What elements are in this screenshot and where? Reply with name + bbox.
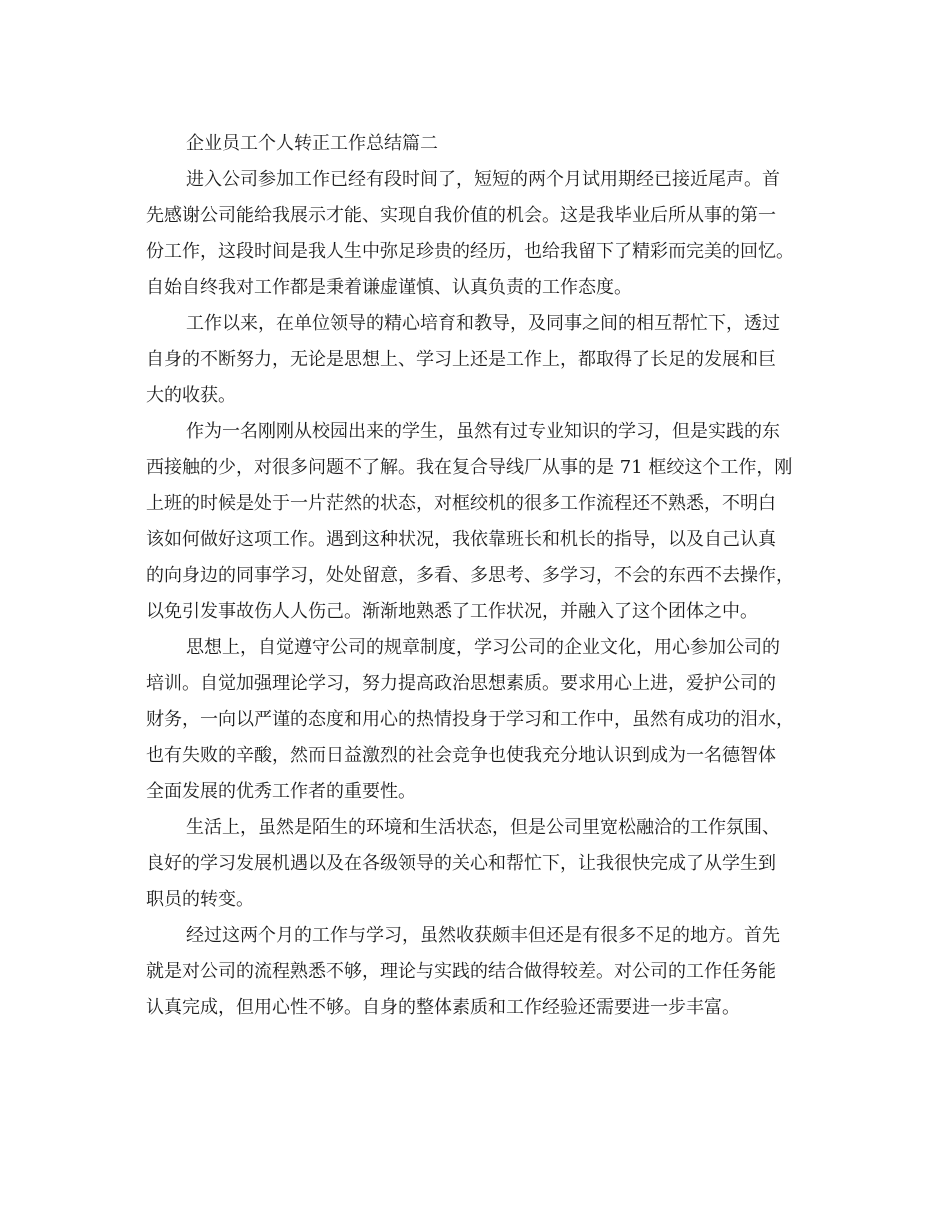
paragraph-line: 就是对公司的流程熟悉不够，理论与实践的结合做得较差。对公司的工作任务能: [146, 961, 776, 982]
paragraph-3: [146, 414, 806, 630]
paragraph-line: 的向身边的同事学习，处处留意，多看、多思考、多学习，不会的东西不去操作，: [146, 565, 794, 586]
paragraph-line: 先感谢公司能给我展示才能、实现自我价值的机会。这是我毕业后所从事的第一: [146, 205, 776, 226]
paragraph-line: 也有失败的辛酸，然而日益激烈的社会竞争也使我充分地认识到成为一名德智体: [146, 745, 776, 766]
paragraph-line: 工作以来，在单位领导的精心培育和教导，及同事之间的相互帮忙下，透过: [186, 313, 780, 334]
paragraph-line: 自始自终我对工作都是秉着谦虚谨慎、认真负责的工作态度。: [146, 277, 632, 298]
paragraph-4: [146, 630, 806, 810]
paragraph-line: 份工作，这段时间是我人生中弥足珍贵的经历，也给我留下了精彩而完美的回忆。: [146, 241, 794, 262]
paragraph-line: 培训。自觉加强理论学习，努力提高政治思想素质。要求用心上进，爱护公司的: [146, 673, 776, 694]
paragraph-line: 进入公司参加工作已经有段时间了，短短的两个月试用期经已接近尾声。首: [186, 169, 780, 190]
paragraph-line: 上班的时候是处于一片茫然的状态，对框绞机的很多工作流程还不熟悉，不明白: [146, 493, 776, 514]
paragraph-line: 该如何做好这项工作。遇到这种状况，我依靠班长和机长的指导，以及自己认真: [146, 529, 776, 550]
paragraph-line: 大的收获。: [146, 385, 236, 406]
document-page: [146, 126, 806, 1026]
paragraph-line: 良好的学习发展机遇以及在各级领导的关心和帮忙下，让我很快完成了从学生到: [146, 853, 776, 874]
paragraph-1: [146, 162, 806, 306]
paragraph-line: 思想上，自觉遵守公司的规章制度，学习公司的企业文化，用心参加公司的: [186, 637, 780, 658]
paragraph-line: 以免引发事故伤人人伤己。渐渐地熟悉了工作状况，并融入了这个团体之中。: [146, 601, 758, 622]
paragraph-line: 财务，一向以严谨的态度和用心的热情投身于学习和工作中，虽然有成功的泪水，: [146, 709, 794, 730]
paragraph-line: 作为一名刚刚从校园出来的学生，虽然有过专业知识的学习，但是实践的东: [186, 421, 780, 442]
paragraph-line: 职员的转变。: [146, 889, 254, 910]
paragraph-line: 自身的不断努力，无论是思想上、学习上还是工作上，都取得了长足的发展和巨: [146, 349, 776, 370]
document-title: 企业员工个人转正工作总结篇二: [186, 133, 438, 154]
paragraph-2: [146, 306, 806, 414]
paragraph-line: 认真完成，但用心性不够。自身的整体素质和工作经验还需要进一步丰富。: [146, 997, 740, 1018]
paragraph-line: 西接触的少，对很多问题不了解。我在复合导线厂从事的是 71 框绞这个工作，刚: [146, 457, 793, 478]
paragraph-5: [146, 810, 806, 918]
paragraph-6: [146, 918, 806, 1026]
paragraph-line: 经过这两个月的工作与学习，虽然收获颇丰但还是有很多不足的地方。首先: [186, 925, 780, 946]
paragraph-line: 生活上，虽然是陌生的环境和生活状态，但是公司里宽松融洽的工作氛围、: [186, 817, 780, 838]
paragraph-line: 全面发展的优秀工作者的重要性。: [146, 781, 416, 802]
